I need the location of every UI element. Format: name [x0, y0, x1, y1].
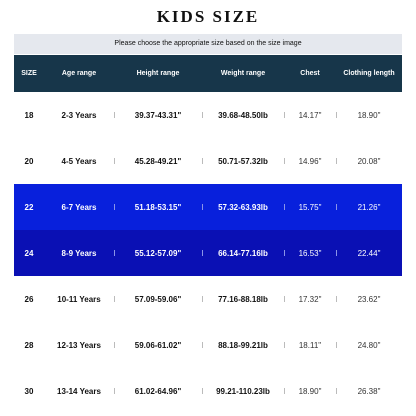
column-header-age-range: Age range — [61, 70, 97, 77]
size-cell: 20 — [24, 156, 34, 166]
height-cell — [114, 368, 202, 414]
chest-value: 14.17" — [298, 110, 322, 120]
column-separator — [284, 204, 285, 210]
length-cell — [336, 138, 402, 184]
chest-cell — [284, 92, 336, 138]
column-separator — [284, 112, 285, 118]
chest-cell — [284, 230, 336, 276]
column-separator — [114, 250, 115, 256]
chest-value: 18.11" — [298, 340, 322, 350]
column-separator — [336, 388, 337, 394]
size-table — [14, 55, 402, 414]
length-cell — [336, 184, 402, 230]
weight-cell — [202, 230, 284, 276]
length-cell — [336, 92, 402, 138]
column-separator — [284, 388, 285, 394]
size-cell: 24 — [24, 248, 34, 258]
table-row — [14, 92, 402, 138]
weight-cell — [202, 322, 284, 368]
age-cell: 4-5 Years — [61, 156, 97, 166]
weight-value: 88.18-99.21lb — [218, 340, 268, 350]
chest-cell — [284, 276, 336, 322]
column-separator — [202, 388, 203, 394]
age-cell: 8-9 Years — [61, 248, 97, 258]
column-separator — [114, 388, 115, 394]
chest-cell — [284, 138, 336, 184]
length-cell — [336, 276, 402, 322]
weight-value: 99.21-110.23lb — [216, 386, 270, 396]
height-cell — [114, 138, 202, 184]
weight-cell — [202, 276, 284, 322]
size-cell: 26 — [24, 294, 34, 304]
chest-value: 16.53" — [298, 248, 322, 258]
length-value: 21.26" — [357, 202, 381, 212]
column-separator — [284, 296, 285, 302]
height-value: 57.09-59.06" — [134, 294, 182, 304]
column-separator — [114, 296, 115, 302]
column-separator — [202, 296, 203, 302]
age-cell: 2-3 Years — [61, 110, 97, 120]
column-separator — [114, 112, 115, 118]
column-separator — [202, 250, 203, 256]
length-value: 20.08" — [357, 156, 381, 166]
length-value: 24.80" — [357, 340, 381, 350]
age-cell: 12-13 Years — [57, 340, 101, 350]
age-cell: 10-11 Years — [57, 294, 101, 304]
chest-value: 18.90" — [298, 386, 322, 396]
table-row — [14, 368, 402, 414]
table-row — [14, 230, 402, 276]
height-value: 55.12-57.09" — [134, 248, 182, 258]
chest-cell — [284, 368, 336, 414]
table-header-row — [14, 55, 402, 92]
height-value: 45.28-49.21" — [134, 156, 182, 166]
length-value: 23.62" — [357, 294, 381, 304]
page-title: KIDS SIZE — [156, 7, 260, 26]
chest-value: 17.32" — [298, 294, 322, 304]
weight-value: 39.68-48.50lb — [218, 110, 268, 120]
column-separator — [336, 204, 337, 210]
weight-cell — [202, 138, 284, 184]
height-cell — [114, 276, 202, 322]
length-value: 22.44" — [357, 248, 381, 258]
weight-value: 57.32-63.93lb — [218, 202, 268, 212]
column-separator — [202, 204, 203, 210]
column-header-weight-range: Weight range — [220, 70, 266, 77]
column-separator — [336, 342, 337, 348]
length-cell — [336, 368, 402, 414]
column-header-chest: Chest — [300, 70, 320, 77]
size-cell: 28 — [24, 340, 34, 350]
size-instruction-banner: Please choose the appropriate size based on the size image — [14, 34, 402, 54]
table-row — [14, 184, 402, 230]
column-separator — [114, 342, 115, 348]
weight-cell — [202, 368, 284, 414]
column-header-height-range: Height range — [136, 70, 180, 77]
height-value: 39.37-43.31" — [134, 110, 182, 120]
size-cell: 30 — [24, 386, 34, 396]
height-cell — [114, 92, 202, 138]
column-separator — [336, 250, 337, 256]
column-separator — [284, 250, 285, 256]
height-cell — [114, 184, 202, 230]
length-value: 26.38" — [357, 386, 381, 396]
column-separator — [202, 158, 203, 164]
height-cell — [114, 230, 202, 276]
column-separator — [284, 158, 285, 164]
column-separator — [336, 112, 337, 118]
column-separator — [336, 296, 337, 302]
weight-value: 66.14-77.16lb — [218, 248, 268, 258]
age-cell: 6-7 Years — [61, 202, 97, 212]
column-separator — [202, 112, 203, 118]
table-row — [14, 276, 402, 322]
table-row — [14, 138, 402, 184]
size-cell: 18 — [24, 110, 34, 120]
height-cell — [114, 322, 202, 368]
column-separator — [114, 158, 115, 164]
weight-cell — [202, 184, 284, 230]
column-header-size: SIZE — [21, 70, 37, 77]
column-header-clothing-length: Clothing length — [343, 70, 395, 77]
length-value: 18.90" — [357, 110, 381, 120]
table-row — [14, 322, 402, 368]
chest-value: 14.96" — [298, 156, 322, 166]
column-separator — [284, 342, 285, 348]
column-separator — [114, 204, 115, 210]
weight-value: 77.16-88.18lb — [218, 294, 268, 304]
weight-cell — [202, 92, 284, 138]
height-value: 61.02-64.96" — [134, 386, 182, 396]
chest-cell — [284, 184, 336, 230]
chest-cell — [284, 322, 336, 368]
length-cell — [336, 230, 402, 276]
height-value: 59.06-61.02" — [134, 340, 182, 350]
chest-value: 15.75" — [298, 202, 322, 212]
length-cell — [336, 322, 402, 368]
age-cell: 13-14 Years — [57, 386, 101, 396]
column-separator — [202, 342, 203, 348]
size-cell: 22 — [24, 202, 34, 212]
height-value: 51.18-53.15" — [134, 202, 182, 212]
weight-value: 50.71-57.32lb — [218, 156, 268, 166]
column-separator — [336, 158, 337, 164]
